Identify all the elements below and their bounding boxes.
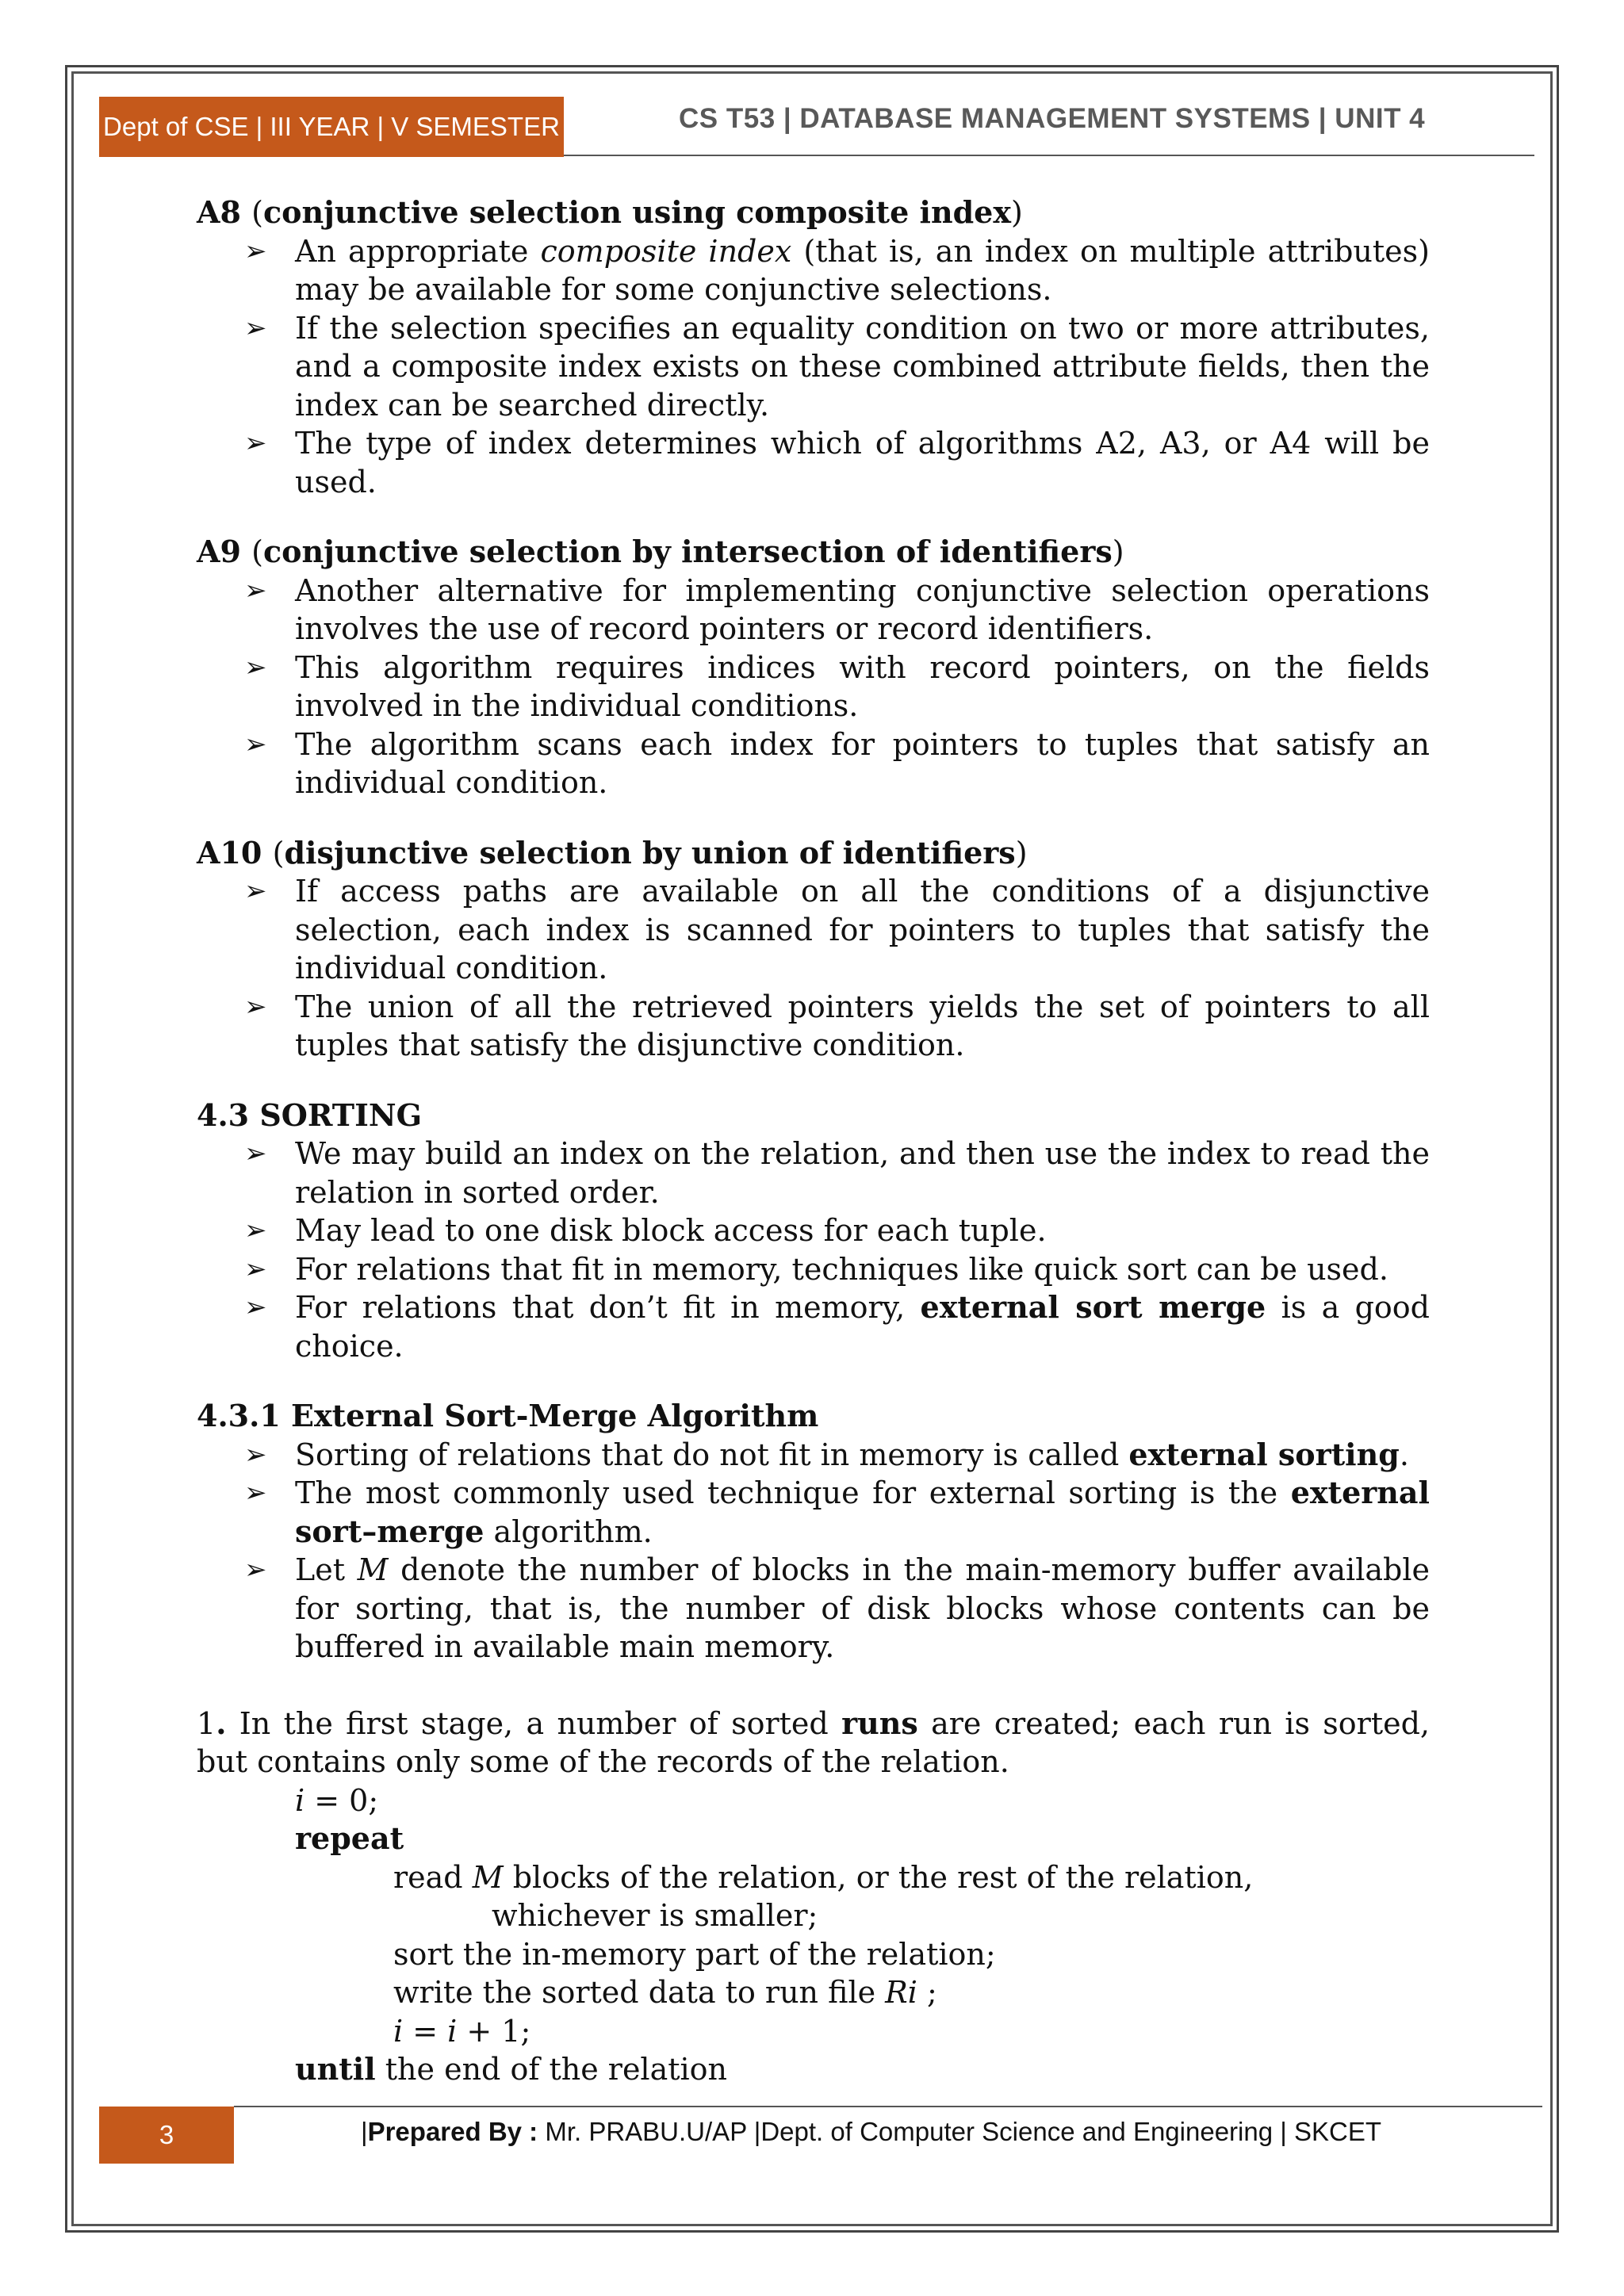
arrow-bullet-icon: ➢ (244, 651, 267, 683)
arrow-bullet-icon: ➢ (244, 875, 267, 907)
arrow-bullet-icon: ➢ (244, 1138, 267, 1169)
bullet-item: ➢ The algorithm scans each index for pointers to tuples that satisfy an individual condition. (244, 726, 1430, 800)
code-line: i = 0; (295, 1782, 379, 1818)
page-content (197, 193, 1430, 2089)
section-sorting (197, 1096, 1430, 1366)
code-line: write the sorted data to run file Ri ; (393, 1975, 937, 2010)
code-line: read M blocks of the relation, or the rest of the relation, (393, 1859, 1254, 1895)
code-line: until the end of the relation (295, 2051, 728, 2087)
arrow-bullet-icon: ➢ (244, 1215, 267, 1246)
bullet-item: ➢ For relations that don’t fit in memory, external sort merge is a good choice. (244, 1289, 1430, 1364)
bullet-item: ➢ If the selection specifies an equality condition on two or more attributes, and a composite index exists on these combined attribute fields, then the index can be searched directly. (244, 310, 1430, 423)
header-course-title: CS T53 | DATABASE MANAGEMENT SYSTEMS | UNIT 4 (679, 103, 1426, 134)
code-line: repeat (295, 1820, 404, 1856)
footer-rule (234, 2106, 1542, 2107)
arrow-bullet-icon: ➢ (244, 1554, 267, 1586)
bullet-item: ➢ For relations that fit in memory, techniques like quick sort can be used. (197, 1250, 1430, 1289)
arrow-bullet-icon: ➢ (244, 1292, 267, 1323)
footer-prepared-by: |Prepared By : Mr. PRABU.U/AP |Dept. of Computer Science and Engineering | SKCET (361, 2117, 1382, 2146)
section-external-sort-merge (197, 1397, 1430, 1667)
arrow-bullet-icon: ➢ (244, 1253, 267, 1285)
arrow-bullet-icon: ➢ (244, 728, 267, 760)
code-line: sort the in-memory part of the relation; (393, 1936, 996, 1972)
bullet-item: ➢ This algorithm requires indices with record pointers, on the fields involved in the individual conditions. (244, 649, 1430, 723)
section-heading: A10 (disjunctive selection by union of identifiers) (197, 834, 1028, 871)
section-heading: 4.3.1 External Sort-Merge Algorithm (197, 1398, 819, 1433)
section-heading: A9 (conjunctive selection by intersection of identifiers) (197, 534, 1124, 569)
arrow-bullet-icon: ➢ (244, 574, 267, 607)
section-heading: 4.3 SORTING (197, 1096, 423, 1133)
code-line: i = i + 1; (393, 2013, 531, 2049)
code-line: whichever is smaller; (492, 1898, 818, 1933)
bullet-item: ➢ The union of all the retrieved pointers yields the set of pointers to all tuples that satisfy the disjunctive condition. (244, 989, 1430, 1062)
bullet-item: ➢ Another alternative for implementing conjunctive selection operations involves the use of record pointers or record identifiers. (244, 572, 1430, 646)
bullet-item: ➢ If access paths are available on all the conditions of a disjunctive selection, each index is scanned for pointers to tuples that satisfy the individual condition. (244, 874, 1430, 985)
arrow-bullet-icon: ➢ (244, 1477, 267, 1509)
bullet-item: ➢ An appropriate composite index (that is, an index on multiple attributes) may be available for some conjunctive selections. (244, 233, 1430, 307)
bullet-item: ➢ The type of index determines which of algorithms A2, A3, or A4 will be used. (244, 426, 1430, 499)
bullet-item: ➢ Sorting of relations that do not fit in memory is called external sorting. (197, 1436, 1430, 1475)
bullet-item: ➢ Let M denote the number of blocks in the main-memory buffer available for sorting, that is, the number of disk blocks whose contents can be buffered in available main memory. (244, 1552, 1430, 1664)
bullet-item: ➢ The most commonly used technique for external sorting is the external sort–merge algorithm. (244, 1475, 1430, 1549)
stage-one-paragraph: 1. In the first stage, a number of sorted runs are created; each run is sorted, but contains only some of the records of the relation. (197, 1705, 1431, 1779)
pseudocode-block (197, 1781, 1430, 2089)
arrow-bullet-icon: ➢ (244, 427, 267, 459)
arrow-bullet-icon: ➢ (244, 235, 267, 267)
section-heading: A8 (conjunctive selection using composite index) (197, 194, 1023, 230)
bullet-item: ➢ We may build an index on the relation, and then use the index to read the relation in sorted order. (244, 1136, 1430, 1210)
arrow-bullet-icon: ➢ (244, 990, 267, 1023)
section-a9 (197, 533, 1430, 802)
bullet-item: ➢ May lead to one disk block access for each tuple. (197, 1211, 1430, 1250)
section-a8 (197, 193, 1430, 501)
footer-page-number: 3 (99, 2107, 234, 2164)
arrow-bullet-icon: ➢ (244, 312, 267, 344)
header-dept-label: Dept of CSE | III YEAR | V SEMESTER (99, 97, 564, 157)
section-a10 (197, 834, 1430, 1065)
arrow-bullet-icon: ➢ (244, 1438, 267, 1471)
header-rule (564, 155, 1534, 156)
